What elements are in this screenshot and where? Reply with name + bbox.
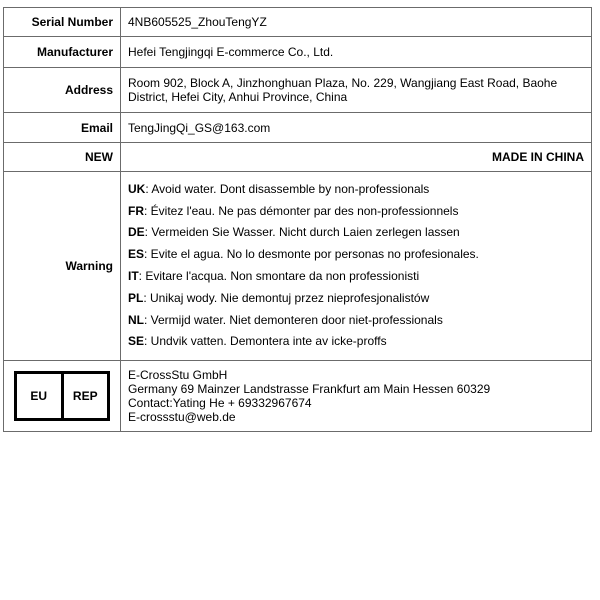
warning-item-uk bbox=[128, 179, 584, 201]
warning-row bbox=[4, 172, 592, 361]
warning-code: DE bbox=[128, 225, 145, 240]
warning-code: PL bbox=[128, 290, 144, 305]
warning-text: : Undvik vatten. Demontera inte av icke-proffs bbox=[144, 334, 387, 349]
warning-cell bbox=[121, 172, 592, 361]
warning-text: : Evite el agua. No lo desmonte por personas no profesionales. bbox=[144, 247, 479, 262]
email-label: Email bbox=[4, 113, 121, 143]
email-row bbox=[4, 113, 592, 143]
warning-text: : Vermeiden Sie Wasser. Nicht durch Laien zerlegen lassen bbox=[144, 225, 460, 240]
eu-rep-contact: Contact:Yating He + 69332967674 bbox=[128, 396, 312, 410]
manufacturer-value: Hefei Tengjingqi E-commerce Co., Ltd. bbox=[121, 37, 592, 68]
eu-rep-badge-cell bbox=[4, 361, 121, 432]
address-row bbox=[4, 68, 592, 113]
warning-code: ES bbox=[128, 247, 145, 262]
eu-rep-badge bbox=[14, 371, 110, 421]
made-in-value: MADE IN CHINA bbox=[121, 143, 592, 172]
eu-rep-email: E-crossstu@web.de bbox=[128, 410, 236, 424]
warning-item-fr bbox=[128, 201, 584, 223]
origin-row bbox=[4, 143, 592, 172]
warning-text: : Évitez l'eau. Ne pas démonter par des non-professionnels bbox=[144, 203, 459, 218]
serial-number-value: 4NB605525_ZhouTengYZ bbox=[121, 8, 592, 37]
manufacturer-label: Manufacturer bbox=[4, 37, 121, 68]
condition-label: NEW bbox=[4, 143, 121, 172]
serial-number-row bbox=[4, 8, 592, 37]
product-label-table bbox=[3, 7, 592, 432]
warning-item-nl bbox=[128, 310, 584, 332]
warning-code: SE bbox=[128, 334, 145, 349]
warning-code: IT bbox=[128, 269, 139, 283]
manufacturer-row bbox=[4, 37, 592, 68]
serial-number-label: Serial Number bbox=[4, 8, 121, 37]
warning-item-pl bbox=[128, 288, 584, 310]
warning-code: UK bbox=[128, 181, 146, 196]
eu-rep-details bbox=[121, 361, 592, 432]
eu-rep-badge-eu: EU bbox=[30, 389, 48, 403]
warning-code: FR bbox=[128, 203, 144, 218]
eu-rep-company: E-CrossStu GmbH bbox=[128, 368, 228, 382]
warning-item-es bbox=[128, 244, 584, 266]
address-label: Address bbox=[4, 68, 121, 113]
eu-rep-address: Germany 69 Mainzer Landstrasse Frankfurt am Main Hessen 60329 bbox=[128, 382, 491, 396]
warning-text: : Vermijd water. Niet demonteren door niet-professionals bbox=[144, 312, 443, 327]
warning-list bbox=[128, 179, 584, 353]
warning-text: : Unikaj wody. Nie demontuj przez nieprofesjonalistów bbox=[143, 290, 430, 305]
warning-text: : Avoid water. Dont disassemble by non-professionals bbox=[145, 181, 430, 196]
eu-rep-row bbox=[4, 361, 592, 432]
warning-label: Warning bbox=[4, 172, 121, 361]
warning-item-it bbox=[128, 266, 584, 288]
eu-rep-badge-rep: REP bbox=[61, 374, 108, 418]
address-value: Room 902, Block A, Jinzhonghuan Plaza, No. 229, Wangjiang East Road, Baohe District, Hefei City, Anhui Province, China bbox=[121, 68, 592, 113]
warning-item-de bbox=[128, 222, 584, 244]
email-value: TengJingQi_GS@163.com bbox=[121, 113, 592, 143]
warning-text: : Evitare l'acqua. Non smontare da non professionisti bbox=[138, 269, 420, 283]
warning-code: NL bbox=[128, 312, 144, 327]
warning-item-se bbox=[128, 331, 584, 353]
